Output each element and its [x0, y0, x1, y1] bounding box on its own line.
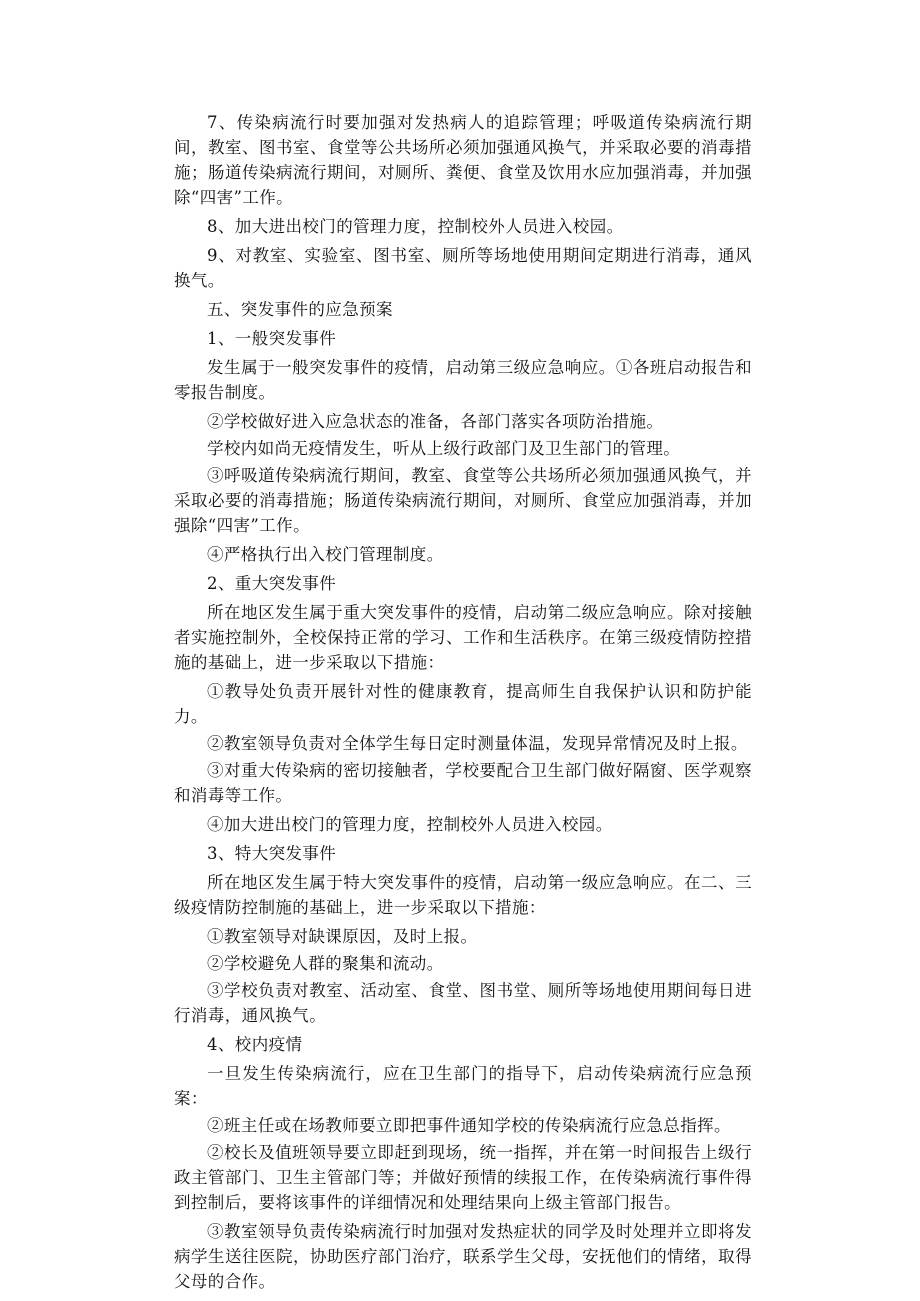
paragraph-major-item-3: ③对重大传染病的密切接触者，学校要配合卫生部门做好隔窗、医学观察和消毒等工作。: [174, 761, 752, 805]
paragraph-severe-item-2: ②学校避免人群的聚集和流动。: [207, 954, 444, 973]
paragraph-major-response: 所在地区发生属于重大突发事件的疫情，启动第二级应急响应。除对接触者实施控制外，全校保持正常的学习、工作和生活秩序。在第三级疫情防控措施的基础上，进一步采取以下措施：: [174, 603, 752, 672]
paragraph-severe-response: 所在地区发生属于特大突发事件的疫情，启动第一级应急响应。在二、三级疫情防控制施的基础上，进一步采取以下措施：: [174, 873, 752, 917]
paragraph-9-disinfection: 9、对教室、实验室、图书室、厕所等场地使用期间定期进行消毒，通风换气。: [174, 246, 752, 290]
paragraph-general-item-3: ③呼吸道传染病流行期间，教室、食堂等公共场所必须加强通风换气，并采取必要的消毒措施；肠道传染病流行期间，对厕所、食堂应加强消毒，并加强除“四害”工作。: [174, 466, 752, 535]
paragraph-campus-item-principal: ②校长及值班领导要立即赶到现场，统一指挥，并在第一时间报告上级行政主管部门、卫生主管部门等；并做好预情的续报工作，在传染病流行事件得到控制后，要将该事件的详细情况和处理结果向上级主管部门报告。: [174, 1143, 752, 1212]
paragraph-general-response: 发生属于一般突发事件的疫情，启动第三级应急响应。①各班启动报告和零报告制度。: [174, 358, 752, 402]
document-page: [174, 110, 752, 1298]
paragraph-campus-item-teacher: ②班主任或在场教师要立即把事件通知学校的传染病流行应急总指挥。: [207, 1116, 731, 1135]
paragraph-general-item-2: ②学校做好进入应急状态的准备，各部门落实各项防治措施。: [207, 412, 664, 431]
paragraph-major-item-1: ①教导处负责开展针对性的健康教育，提高师生自我保护认识和防护能力。: [174, 682, 752, 726]
subheading-severe-event: 3、特大突发事件: [207, 844, 337, 863]
paragraph-campus-item-hospital: ③教室领导负责传染病流行时加强对发热症状的同学及时处理并立即将发病学生送往医院，协助医疗部门治疗，联系学生父母，安抚他们的情绪，取得父母的合作。: [174, 1222, 752, 1291]
subheading-major-event: 2、重大突发事件: [207, 574, 337, 593]
paragraph-7-fever-tracking: 7、传染病流行时要加强对发热病人的追踪管理；呼吸道传染病流行期间，教室、图书室、食堂等公共场所必须加强通风换气，并采取必要的消毒措施；肠道传染病流行期间，对厕所、粪便、食堂及饮用水应加强消毒，并加强除“四害”工作。: [174, 113, 752, 207]
subheading-general-event: 1、一般突发事件: [207, 329, 337, 348]
paragraph-major-item-2: ②教室领导负责对全体学生每日定时测量体温，发现异常情况及时上报。: [207, 734, 748, 753]
paragraph-campus-response: 一旦发生传染病流行，应在卫生部门的指导下，启动传染病流行应急预案：: [174, 1064, 752, 1108]
paragraph-8-gate-control: 8、加大进出校门的管理力度，控制校外人员进入校园。: [207, 217, 624, 236]
subheading-campus-outbreak: 4、校内疫情: [207, 1035, 303, 1054]
paragraph-severe-item-1: ①教室领导对缺课原因，及时上报。: [207, 927, 478, 946]
paragraph-general-no-outbreak: 学校内如尚无疫情发生，听从上级行政部门及卫生部门的管理。: [207, 439, 681, 458]
paragraph-major-item-4: ④加大进出校门的管理力度，控制校外人员进入校园。: [207, 815, 613, 834]
section-heading-emergency-plan: 五、突发事件的应急预案: [207, 300, 393, 319]
paragraph-general-item-4: ④严格执行出入校门管理制度。: [207, 545, 444, 564]
paragraph-severe-item-3: ③学校负责对教室、活动室、食堂、图书堂、厕所等场地使用期间每日进行消毒，通风换气。: [174, 981, 752, 1025]
